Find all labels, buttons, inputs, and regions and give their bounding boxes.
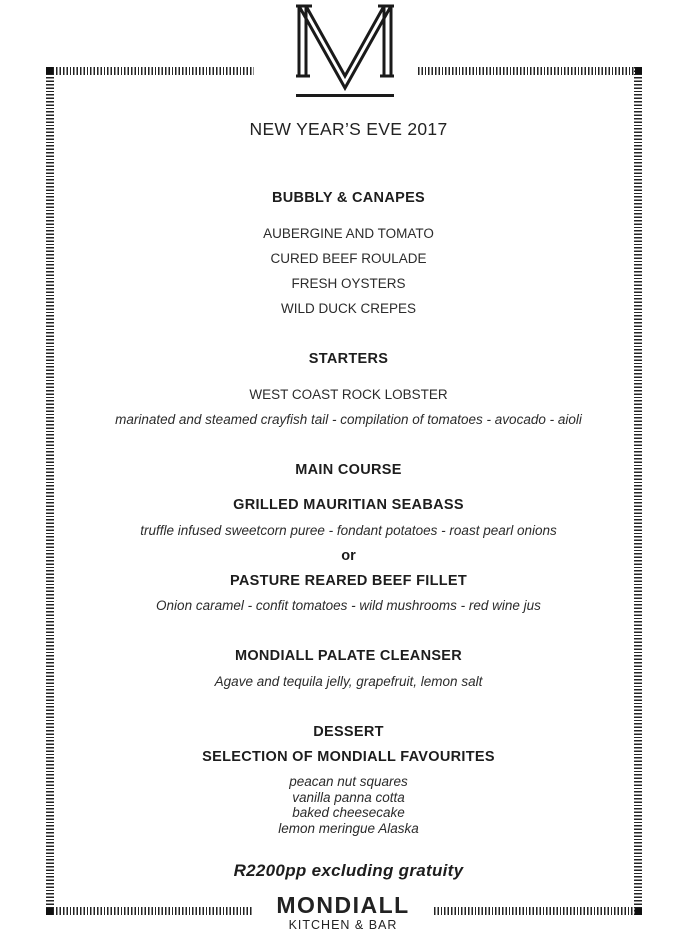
brand-logo <box>260 893 426 933</box>
brand-name: MONDIALL <box>276 892 410 918</box>
dessert-list <box>60 774 637 836</box>
cleanser-description: Agave and tequila jelly, grapefruit, lemon salt <box>214 674 483 689</box>
dessert-subheading: SELECTION OF MONDIALL FAVOURITES <box>202 749 495 765</box>
section-heading-dessert: DESSERT <box>313 724 384 740</box>
list-item: WILD DUCK CREPES <box>280 301 417 316</box>
brand-tagline: KITCHEN & BAR <box>288 918 398 932</box>
main-option-seabass: GRILLED MAURITIAN SEABASS <box>233 497 464 513</box>
menu-content <box>60 0 637 941</box>
list-item: lemon meringue Alaska <box>278 820 419 836</box>
starter-dish: WEST COAST ROCK LOBSTER <box>249 387 448 402</box>
menu-title: NEW YEAR’S EVE 2017 <box>249 119 448 139</box>
frame-corner <box>46 908 53 915</box>
list-item: vanilla panna cotta <box>292 789 405 805</box>
main-option-beef-description: Onion caramel - confit tomatoes - wild mushrooms - red wine jus <box>156 598 541 613</box>
section-heading-cleanser: MONDIALL PALATE CLEANSER <box>234 648 463 664</box>
section-heading-main: MAIN COURSE <box>295 462 402 478</box>
main-option-seabass-description: truffle infused sweetcorn puree - fondant potatoes - roast pearl onions <box>140 523 557 538</box>
section-heading-canapes: BUBBLY & CANAPES <box>271 190 426 206</box>
price-note: R2200pp excluding gratuity <box>233 861 464 880</box>
list-item: CURED BEEF ROULADE <box>270 251 427 266</box>
main-option-beef: PASTURE REARED BEEF FILLET <box>229 573 468 589</box>
list-item: AUBERGINE AND TOMATO <box>263 226 434 241</box>
section-heading-starters: STARTERS <box>308 351 389 367</box>
list-item: peacan nut squares <box>289 774 408 789</box>
starter-description: marinated and steamed crayfish tail - compilation of tomatoes - avocado - aioli <box>115 412 582 427</box>
or-separator: or <box>341 548 356 564</box>
list-item: FRESH OYSTERS <box>291 276 406 291</box>
list-item: baked cheesecake <box>292 805 405 820</box>
frame-corner <box>46 67 53 74</box>
frame-left <box>46 67 54 915</box>
